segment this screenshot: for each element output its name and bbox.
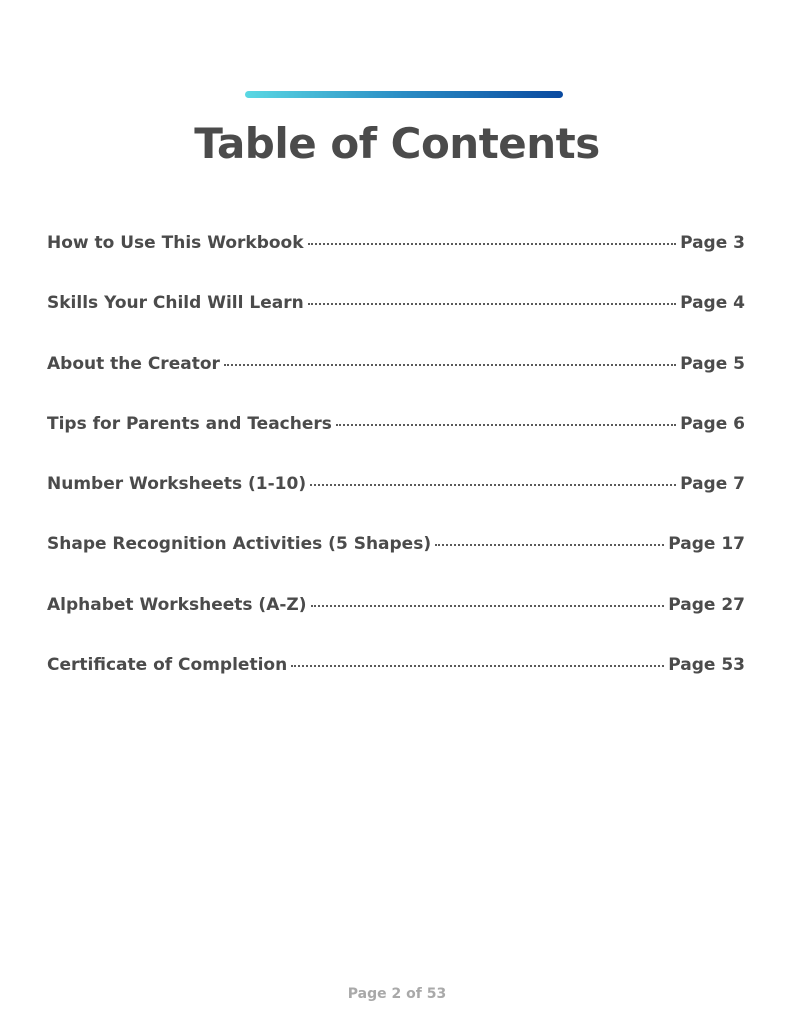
toc-entry-title: Certificate of Completion — [47, 655, 288, 676]
toc-entry-page: Page 4 — [680, 293, 745, 314]
toc-entry-page: Page 27 — [668, 594, 745, 615]
toc-entry[interactable] — [47, 471, 745, 531]
page-number-footer: Page 2 of 53 — [347, 986, 447, 1002]
toc-entry-page: Page 6 — [680, 413, 745, 434]
toc-entry-title: Shape Recognition Activities (5 Shapes) — [47, 534, 432, 555]
dot-leader — [308, 303, 676, 305]
toc-entry[interactable] — [47, 652, 745, 712]
toc-entry-page: Page 7 — [680, 474, 745, 495]
toc-entry-page: Page 5 — [680, 353, 745, 374]
toc-entry-title: Number Worksheets (1-10) — [47, 474, 307, 495]
title-accent-bar — [245, 91, 563, 98]
table-of-contents — [47, 230, 745, 712]
toc-entry-page: Page 53 — [668, 655, 745, 676]
toc-entry-title: Tips for Parents and Teachers — [47, 413, 332, 434]
toc-entry-title: Skills Your Child Will Learn — [47, 293, 304, 314]
toc-entry[interactable] — [47, 531, 745, 591]
dot-leader — [311, 605, 665, 607]
dot-leader — [308, 243, 677, 245]
dot-leader — [291, 665, 664, 667]
dot-leader — [310, 484, 676, 486]
dot-leader — [435, 544, 664, 546]
dot-leader — [224, 364, 676, 366]
toc-entry-title: How to Use This Workbook — [47, 233, 304, 253]
toc-entry[interactable] — [47, 592, 745, 652]
toc-entry[interactable] — [47, 351, 745, 411]
toc-entry[interactable] — [47, 411, 745, 471]
toc-entry-page: Page 3 — [680, 233, 745, 253]
toc-entry[interactable] — [47, 290, 745, 350]
toc-entry-title: About the Creator — [47, 353, 220, 374]
toc-entry-title: Alphabet Worksheets (A-Z) — [47, 594, 307, 615]
dot-leader — [336, 424, 676, 426]
toc-entry[interactable] — [47, 230, 745, 290]
toc-entry-page: Page 17 — [668, 534, 745, 555]
page-title: Table of Contents — [194, 119, 600, 168]
